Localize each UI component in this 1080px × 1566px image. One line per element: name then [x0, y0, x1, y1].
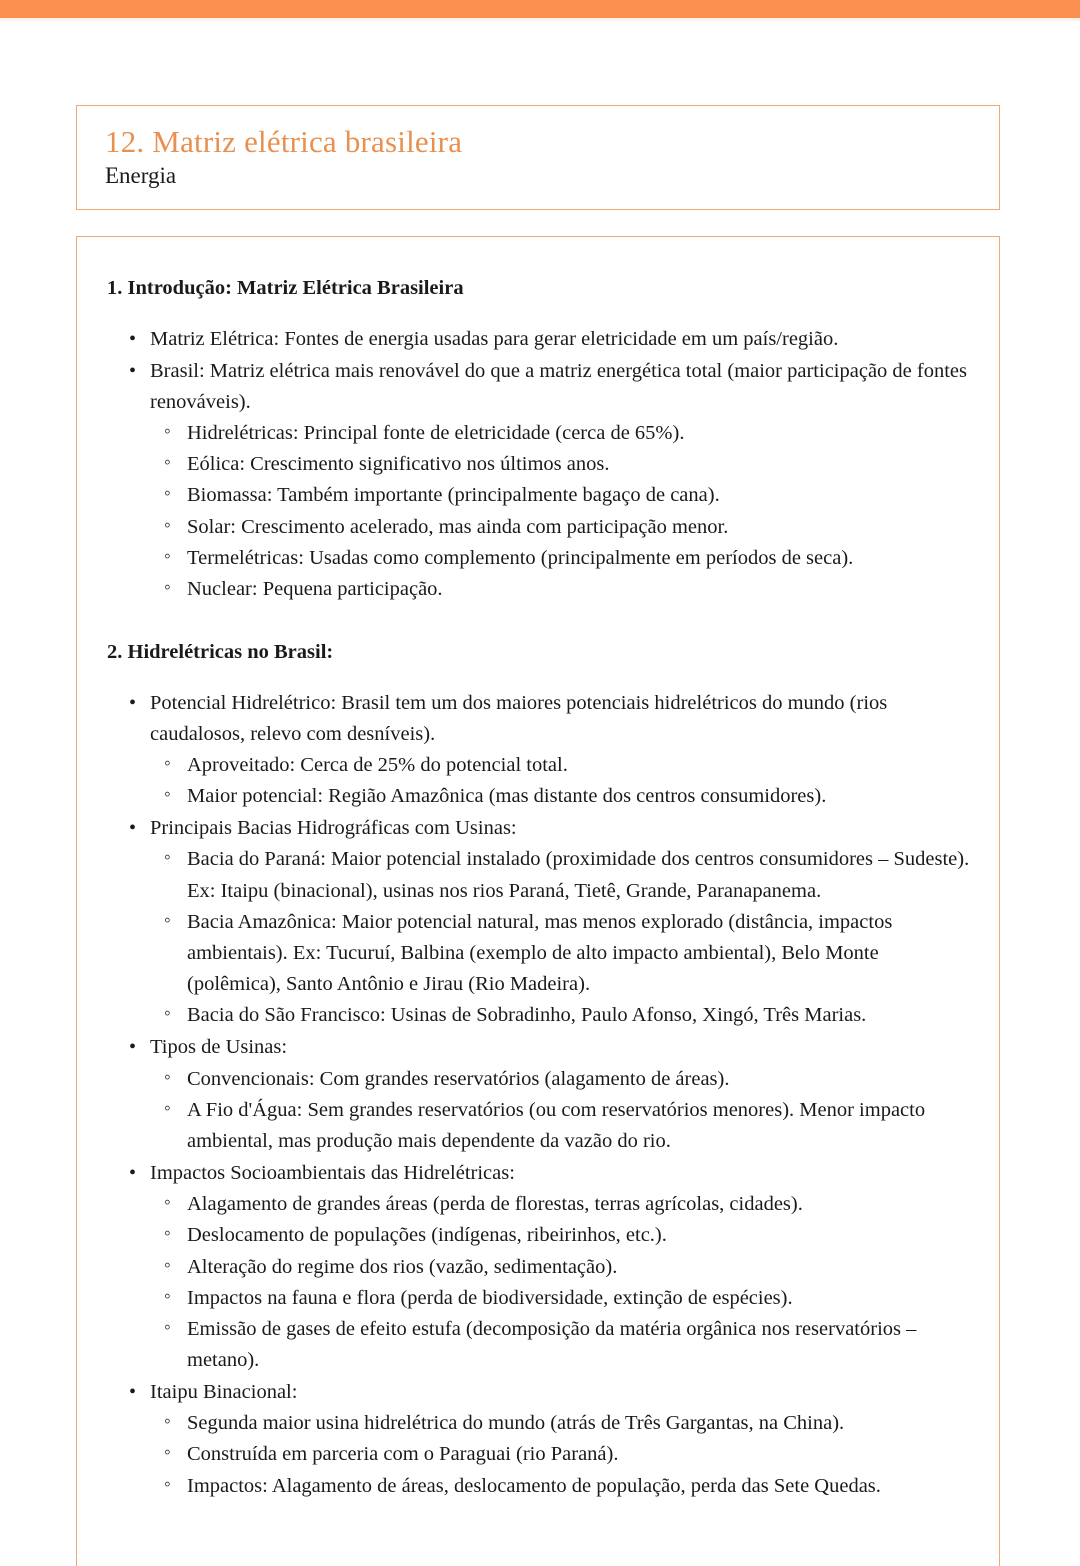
- list-item-text: • Potencial Hidrelétrico: Brasil tem um dos maiores potenciais hidrelétricos do mundo (rios caudalosos, relevo com desníveis).: [150, 688, 973, 750]
- list-item-text: • Matriz Elétrica: Fontes de energia usadas para gerar eletricidade em um país/região.: [150, 324, 973, 355]
- sub-list-item: [150, 418, 973, 449]
- sub-list-item: [150, 1189, 973, 1220]
- sub-list-item: [150, 449, 973, 480]
- sub-list-item-text: ◦ Bacia do São Francisco: Usinas de Sobradinho, Paulo Afonso, Xingó, Três Marias.: [187, 1000, 973, 1031]
- sub-list-item-text: ◦ Alteração do regime dos rios (vazão, sedimentação).: [187, 1252, 973, 1283]
- sub-list-item-text: ◦ Emissão de gases de efeito estufa (decomposição da matéria orgânica nos reservatórios – metano).: [187, 1314, 973, 1376]
- sub-list-item: [150, 781, 973, 812]
- sub-list-item: [150, 1095, 973, 1157]
- sub-list-item-text: ◦ A Fio d'Água: Sem grandes reservatórios (ou com reservatórios menores). Menor impacto ambiental, mas produção mais dependente da vazão do rio.: [187, 1095, 973, 1157]
- sub-list-item-text: ◦ Eólica: Crescimento significativo nos últimos anos.: [187, 449, 973, 480]
- sub-list: [150, 750, 973, 812]
- sub-list-item: [150, 1408, 973, 1439]
- section-list: [107, 324, 973, 605]
- list-item-text: • Principais Bacias Hidrográficas com Usinas:: [150, 813, 973, 844]
- section-heading: 2. Hidrelétricas no Brasil:: [107, 641, 334, 664]
- sub-list-item-text: ◦ Impactos na fauna e flora (perda de biodiversidade, extinção de espécies).: [187, 1283, 973, 1314]
- list-item: [107, 356, 973, 605]
- sub-list-item-text: ◦ Deslocamento de populações (indígenas, ribeirinhos, etc.).: [187, 1220, 973, 1251]
- sub-list-item-text: ◦ Hidrelétricas: Principal fonte de eletricidade (cerca de 65%).: [187, 418, 973, 449]
- sub-list-item-text: ◦ Nuclear: Pequena participação.: [187, 574, 973, 605]
- document-header-box: [76, 105, 1000, 210]
- sub-list-item-text: ◦ Termelétricas: Usadas como complemento (principalmente em períodos de seca).: [187, 543, 973, 574]
- sub-list: [150, 1064, 973, 1157]
- document-page: [0, 21, 1080, 1528]
- sub-list-item: [150, 1220, 973, 1251]
- list-item: [107, 688, 973, 813]
- section-list: [107, 688, 973, 1502]
- document-content-box: [76, 236, 1000, 1566]
- sub-list-item: [150, 543, 973, 574]
- sub-list: [150, 1408, 973, 1501]
- sub-list: [150, 844, 973, 1031]
- sub-list-item: [150, 907, 973, 1000]
- section-heading: 1. Introdução: Matriz Elétrica Brasileira: [107, 277, 464, 299]
- sub-list-item: [150, 574, 973, 605]
- list-item: [107, 1032, 973, 1157]
- sub-list-item: [150, 1439, 973, 1470]
- list-item-text: • Impactos Socioambientais das Hidrelétricas:: [150, 1158, 973, 1189]
- top-accent-bar: [0, 0, 1080, 18]
- sub-list-item-text: ◦ Segunda maior usina hidrelétrica do mundo (atrás de Três Gargantas, na China).: [187, 1408, 973, 1439]
- sub-list-item-text: ◦ Construída em parceria com o Paraguai (rio Paraná).: [187, 1439, 973, 1470]
- list-item: [107, 1377, 973, 1502]
- list-item: [107, 324, 973, 355]
- sub-list-item: [150, 480, 973, 511]
- sub-list: [150, 418, 973, 605]
- sub-list-item-text: ◦ Impactos: Alagamento de áreas, deslocamento de população, perda das Sete Quedas.: [187, 1471, 973, 1502]
- list-item-text: • Tipos de Usinas:: [150, 1032, 973, 1063]
- page-title: 12. Matriz elétrica brasileira: [105, 124, 463, 159]
- sub-list-item-text: ◦ Solar: Crescimento acelerado, mas ainda com participação menor.: [187, 512, 973, 543]
- sub-list-item: [150, 750, 973, 781]
- sub-list-item: [150, 1252, 973, 1283]
- sub-list-item-text: ◦ Aproveitado: Cerca de 25% do potencial total.: [187, 750, 973, 781]
- sub-list-item-text: ◦ Alagamento de grandes áreas (perda de florestas, terras agrícolas, cidades).: [187, 1189, 973, 1220]
- list-item: [107, 813, 973, 1031]
- sub-list-item-text: ◦ Maior potencial: Região Amazônica (mas distante dos centros consumidores).: [187, 781, 973, 812]
- list-item-text: • Itaipu Binacional:: [150, 1377, 973, 1408]
- list-item-text: • Brasil: Matriz elétrica mais renovável do que a matriz energética total (maior participação de fontes renováveis).: [150, 356, 973, 418]
- document-header-inner: [77, 106, 999, 189]
- page-subtitle: Energia: [105, 162, 177, 188]
- sub-list-item-text: ◦ Bacia Amazônica: Maior potencial natural, mas menos explorado (distância, impactos ambientais). Ex: Tucuruí, Balbina (exemplo de alto impacto ambiental), Belo Monte (polêmica), Santo Antônio e Jirau (Rio Madeira).: [187, 907, 973, 1000]
- sub-list-item: [150, 1283, 973, 1314]
- sub-list-item-text: ◦ Bacia do Paraná: Maior potencial instalado (proximidade dos centros consumidores – Sudeste). Ex: Itaipu (binacional), usinas nos rios Paraná, Tietê, Grande, Paranapanema.: [187, 844, 973, 906]
- list-item: [107, 1158, 973, 1376]
- sub-list-item-text: ◦ Biomassa: Também importante (principalmente bagaço de cana).: [187, 480, 973, 511]
- sub-list-item: [150, 512, 973, 543]
- sub-list-item-text: ◦ Convencionais: Com grandes reservatórios (alagamento de áreas).: [187, 1064, 973, 1095]
- sub-list-item: [150, 1064, 973, 1095]
- document-content-inner: [77, 237, 999, 1502]
- sub-list-item: [150, 1314, 973, 1376]
- sub-list-item: [150, 1471, 973, 1502]
- sub-list-item: [150, 844, 973, 906]
- sub-list: [150, 1189, 973, 1376]
- sub-list-item: [150, 1000, 973, 1031]
